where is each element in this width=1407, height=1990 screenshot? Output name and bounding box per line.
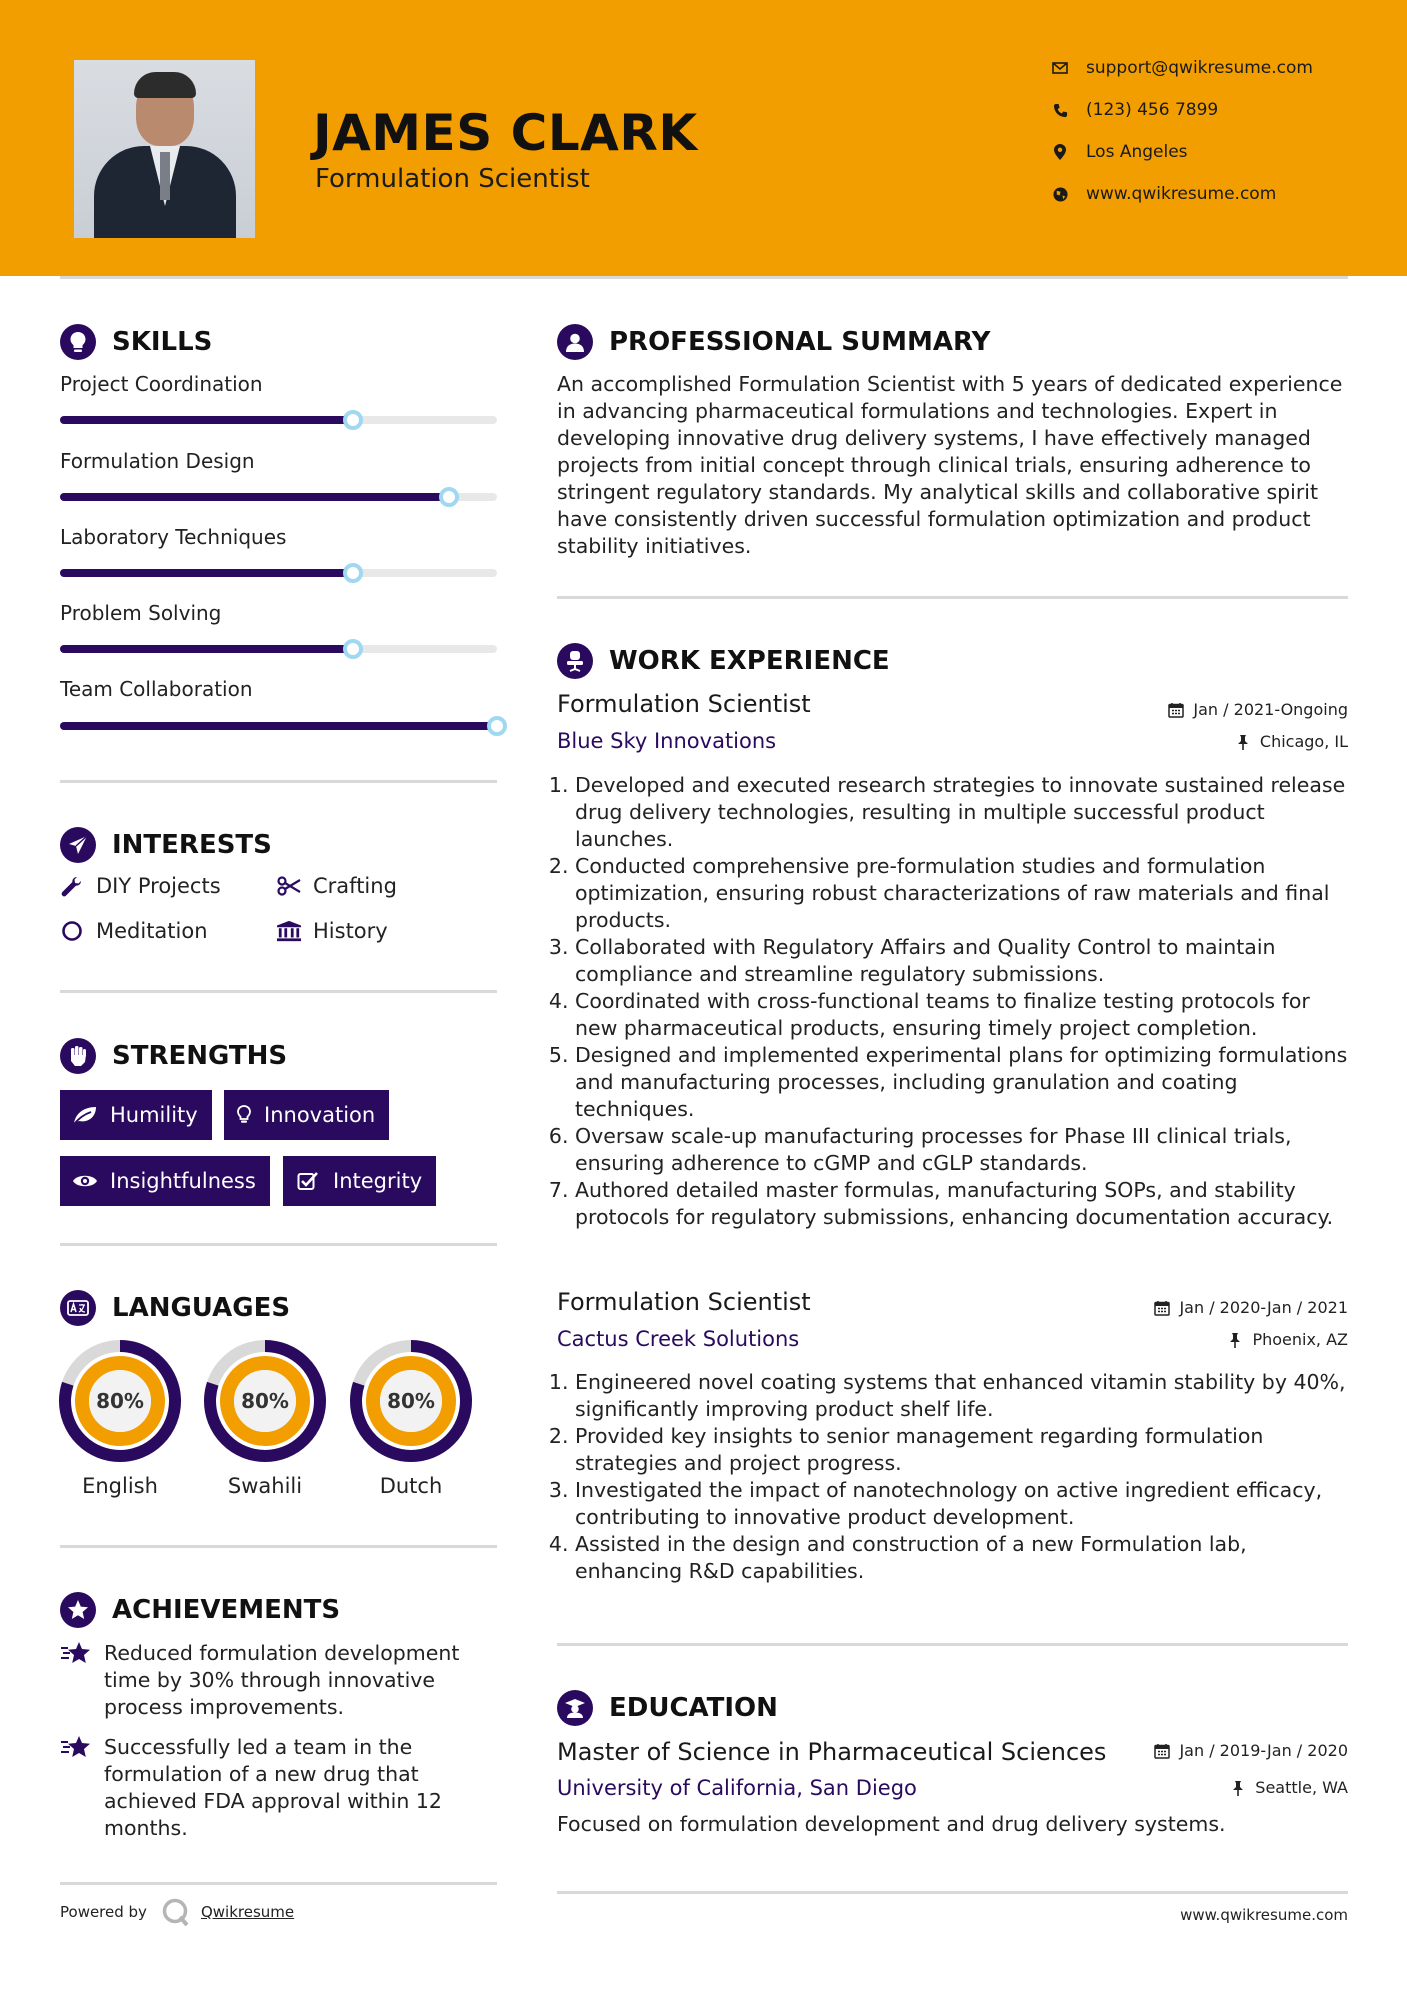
- lightbulb-icon: [236, 1104, 252, 1126]
- section-divider: [557, 1891, 1348, 1894]
- job-bullet: 2. Provided key insights to senior management regarding formulation strategies and project progress.: [575, 1423, 1355, 1477]
- strength-tag: Insightfulness: [60, 1156, 270, 1206]
- language-ring: [59, 1340, 181, 1466]
- achievement-item: Reduced formulation development time by 30% through innovative process improvements.: [60, 1640, 500, 1721]
- svg-text:80%: 80%: [96, 1389, 144, 1413]
- job-dates: Jan / 2021-Ongoing: [1167, 700, 1348, 719]
- chair-icon: [557, 643, 593, 679]
- job-bullet: 1. Engineered novel coating systems that enhanced vitamin stability by 40%, significantly improving product shelf life.: [575, 1369, 1355, 1423]
- language-ring: [204, 1340, 326, 1466]
- paper-plane-icon: [60, 827, 96, 863]
- pushpin-icon: [1234, 733, 1252, 751]
- education-location: Seattle, WA: [1229, 1778, 1348, 1797]
- job-bullet: 4. Coordinated with cross-functional teams to finalize testing protocols for new pharmaceutical products, ensuring timely project completion.: [575, 988, 1355, 1042]
- strength-tag: Integrity: [283, 1156, 436, 1206]
- language-ring: [350, 1340, 472, 1466]
- skill-label: Formulation Design: [60, 449, 255, 473]
- job-title: Formulation Scientist: [557, 690, 811, 718]
- section-divider: [60, 780, 497, 783]
- skill-slider-fill: [60, 493, 449, 501]
- skill-slider-knob: [439, 487, 459, 507]
- job-company: Cactus Creek Solutions: [557, 1327, 800, 1351]
- job-bullet: 3. Collaborated with Regulatory Affairs and Quality Control to maintain compliance and streamline regulatory submissions.: [575, 934, 1355, 988]
- experience-heading: WORK EXPERIENCE: [557, 643, 890, 679]
- skill-label: Team Collaboration: [60, 677, 253, 701]
- strength-tag: Innovation: [224, 1090, 389, 1140]
- skill-slider-knob: [487, 716, 507, 736]
- envelope-icon: [1050, 58, 1070, 78]
- skill-slider-fill: [60, 416, 353, 424]
- star-icon: [60, 1734, 92, 1762]
- phone-icon: [1050, 100, 1070, 120]
- skill-slider: [60, 722, 497, 730]
- star-icon: [60, 1640, 92, 1668]
- skill-slider-knob: [343, 410, 363, 430]
- skill-label: Laboratory Techniques: [60, 525, 287, 549]
- job-location: Chicago, IL: [1234, 732, 1348, 751]
- job-bullet: 6. Oversaw scale-up manufacturing processes for Phase III clinical trials, ensuring adherence to cGMP and cGLP standards.: [575, 1123, 1355, 1177]
- profile-photo: [74, 60, 255, 238]
- pushpin-icon: [1226, 1331, 1244, 1349]
- job-bullet: 5. Designed and implemented experimental plans for optimizing formulations and manufacturing processes, including granulation and coating techniques.: [575, 1042, 1355, 1123]
- contact-website[interactable]: www.qwikresume.com: [1050, 184, 1276, 204]
- calendar-icon: [1167, 701, 1185, 719]
- section-divider: [60, 1545, 497, 1548]
- graduate-icon: [557, 1690, 593, 1726]
- interests-heading: INTERESTS: [60, 827, 272, 863]
- globe-icon: [1050, 184, 1070, 204]
- qwikresume-logo-icon: [161, 1897, 191, 1927]
- header-banner: [0, 0, 1407, 276]
- star-badge-icon: [60, 1592, 96, 1628]
- svg-text:80%: 80%: [387, 1389, 435, 1413]
- header-divider: [60, 276, 1348, 279]
- strengths-heading: STRENGTHS: [60, 1038, 287, 1074]
- job-bullet: 7. Authored detailed master formulas, manufacturing SOPs, and stability protocols for regulatory submissions, enhancing documentation accuracy.: [575, 1177, 1355, 1231]
- job-dates: Jan / 2020-Jan / 2021: [1153, 1298, 1348, 1317]
- fist-icon: [60, 1038, 96, 1074]
- job-company: Blue Sky Innovations: [557, 729, 777, 753]
- circle-icon: [60, 919, 84, 943]
- section-divider: [60, 1882, 497, 1885]
- lightbulb-icon: [60, 324, 96, 360]
- wrench-icon: [60, 874, 84, 898]
- job-bullet-list: [575, 1369, 1355, 1585]
- skill-slider: [60, 645, 497, 653]
- calendar-icon: [1153, 1742, 1171, 1760]
- section-divider: [557, 1643, 1348, 1646]
- leaf-icon: [72, 1104, 98, 1126]
- check-square-icon: [295, 1170, 321, 1192]
- section-divider: [557, 596, 1348, 599]
- job-bullet: 1. Developed and executed research strategies to innovate sustained release drug delivery technologies, resulting in multiple successful product launches.: [575, 772, 1355, 853]
- languages-heading: LANGUAGES: [60, 1290, 290, 1326]
- scissors-icon: [277, 874, 301, 898]
- contact-phone[interactable]: (123) 456 7899: [1050, 100, 1218, 120]
- candidate-title: Formulation Scientist: [315, 164, 590, 194]
- pushpin-icon: [1229, 1779, 1247, 1797]
- svg-text:80%: 80%: [241, 1389, 289, 1413]
- skills-heading: SKILLS: [60, 324, 212, 360]
- skill-label: Problem Solving: [60, 601, 222, 625]
- skill-slider-fill: [60, 722, 497, 730]
- school-name: University of California, San Diego: [557, 1776, 917, 1800]
- degree-title: Master of Science in Pharmaceutical Sciences: [557, 1738, 1107, 1766]
- job-location: Phoenix, AZ: [1226, 1330, 1348, 1349]
- job-bullet: 4. Assisted in the design and construction of a new Formulation lab, enhancing R&D capabilities.: [575, 1531, 1355, 1585]
- footer-url[interactable]: www.qwikresume.com: [1180, 1906, 1348, 1924]
- achievement-item: Successfully led a team in the formulation of a new drug that achieved FDA approval within 12 months.: [60, 1734, 500, 1842]
- interest-item: DIY Projects: [60, 874, 221, 898]
- education-dates: Jan / 2019-Jan / 2020: [1153, 1741, 1348, 1760]
- skill-slider-knob: [343, 563, 363, 583]
- education-heading: EDUCATION: [557, 1690, 778, 1726]
- education-description: Focused on formulation development and drug delivery systems.: [557, 1812, 1226, 1836]
- summary-text: An accomplished Formulation Scientist with 5 years of dedicated experience in advancing pharmaceutical formulations and technologies. Expert in developing innovative drug delivery systems, I have effectively managed projects from initial concept through clinical trials, ensuring adherence to stringent regulatory standards. My analytical skills and collaborative spirit have consistently driven successful formulation optimization and product stability initiatives.: [557, 372, 1343, 558]
- contact-email[interactable]: support@qwikresume.com: [1050, 58, 1313, 78]
- job-bullet-list: [575, 772, 1355, 1231]
- skill-slider-fill: [60, 569, 353, 577]
- museum-icon: [277, 919, 301, 943]
- footer-powered-by: Powered by Qwikresume: [60, 1897, 294, 1927]
- job-bullet: 3. Investigated the impact of nanotechnology on active ingredient efficacy, contributing to innovative product development.: [575, 1477, 1355, 1531]
- calendar-icon: [1153, 1299, 1171, 1317]
- summary-heading: PROFESSIONAL SUMMARY: [557, 324, 990, 360]
- qwikresume-link[interactable]: Qwikresume: [200, 1903, 295, 1921]
- interest-item: History: [277, 919, 388, 943]
- language-name: Dutch: [379, 1474, 443, 1498]
- skill-slider: [60, 493, 497, 501]
- eye-icon: [72, 1170, 98, 1192]
- skill-slider-knob: [343, 639, 363, 659]
- interest-item: Crafting: [277, 874, 397, 898]
- map-pin-icon: [1050, 142, 1070, 162]
- skill-slider: [60, 416, 497, 424]
- job-bullet: 2. Conducted comprehensive pre-formulation studies and formulation optimization, ensuring robust characterizations of raw materials and final products.: [575, 853, 1355, 934]
- skill-slider-fill: [60, 645, 353, 653]
- user-icon: [557, 324, 593, 360]
- skill-label: Project Coordination: [60, 372, 263, 396]
- language-name: Swahili: [227, 1474, 303, 1498]
- job-title: Formulation Scientist: [557, 1288, 811, 1316]
- achievements-heading: ACHIEVEMENTS: [60, 1592, 340, 1628]
- contact-location: Los Angeles: [1050, 142, 1188, 162]
- section-divider: [60, 1243, 497, 1246]
- language-icon: [60, 1290, 96, 1326]
- language-name: English: [82, 1474, 158, 1498]
- skill-slider: [60, 569, 497, 577]
- interest-item: Meditation: [60, 919, 208, 943]
- strength-tag: Humility: [60, 1090, 212, 1140]
- section-divider: [60, 990, 497, 993]
- candidate-name: JAMES CLARK: [313, 104, 698, 162]
